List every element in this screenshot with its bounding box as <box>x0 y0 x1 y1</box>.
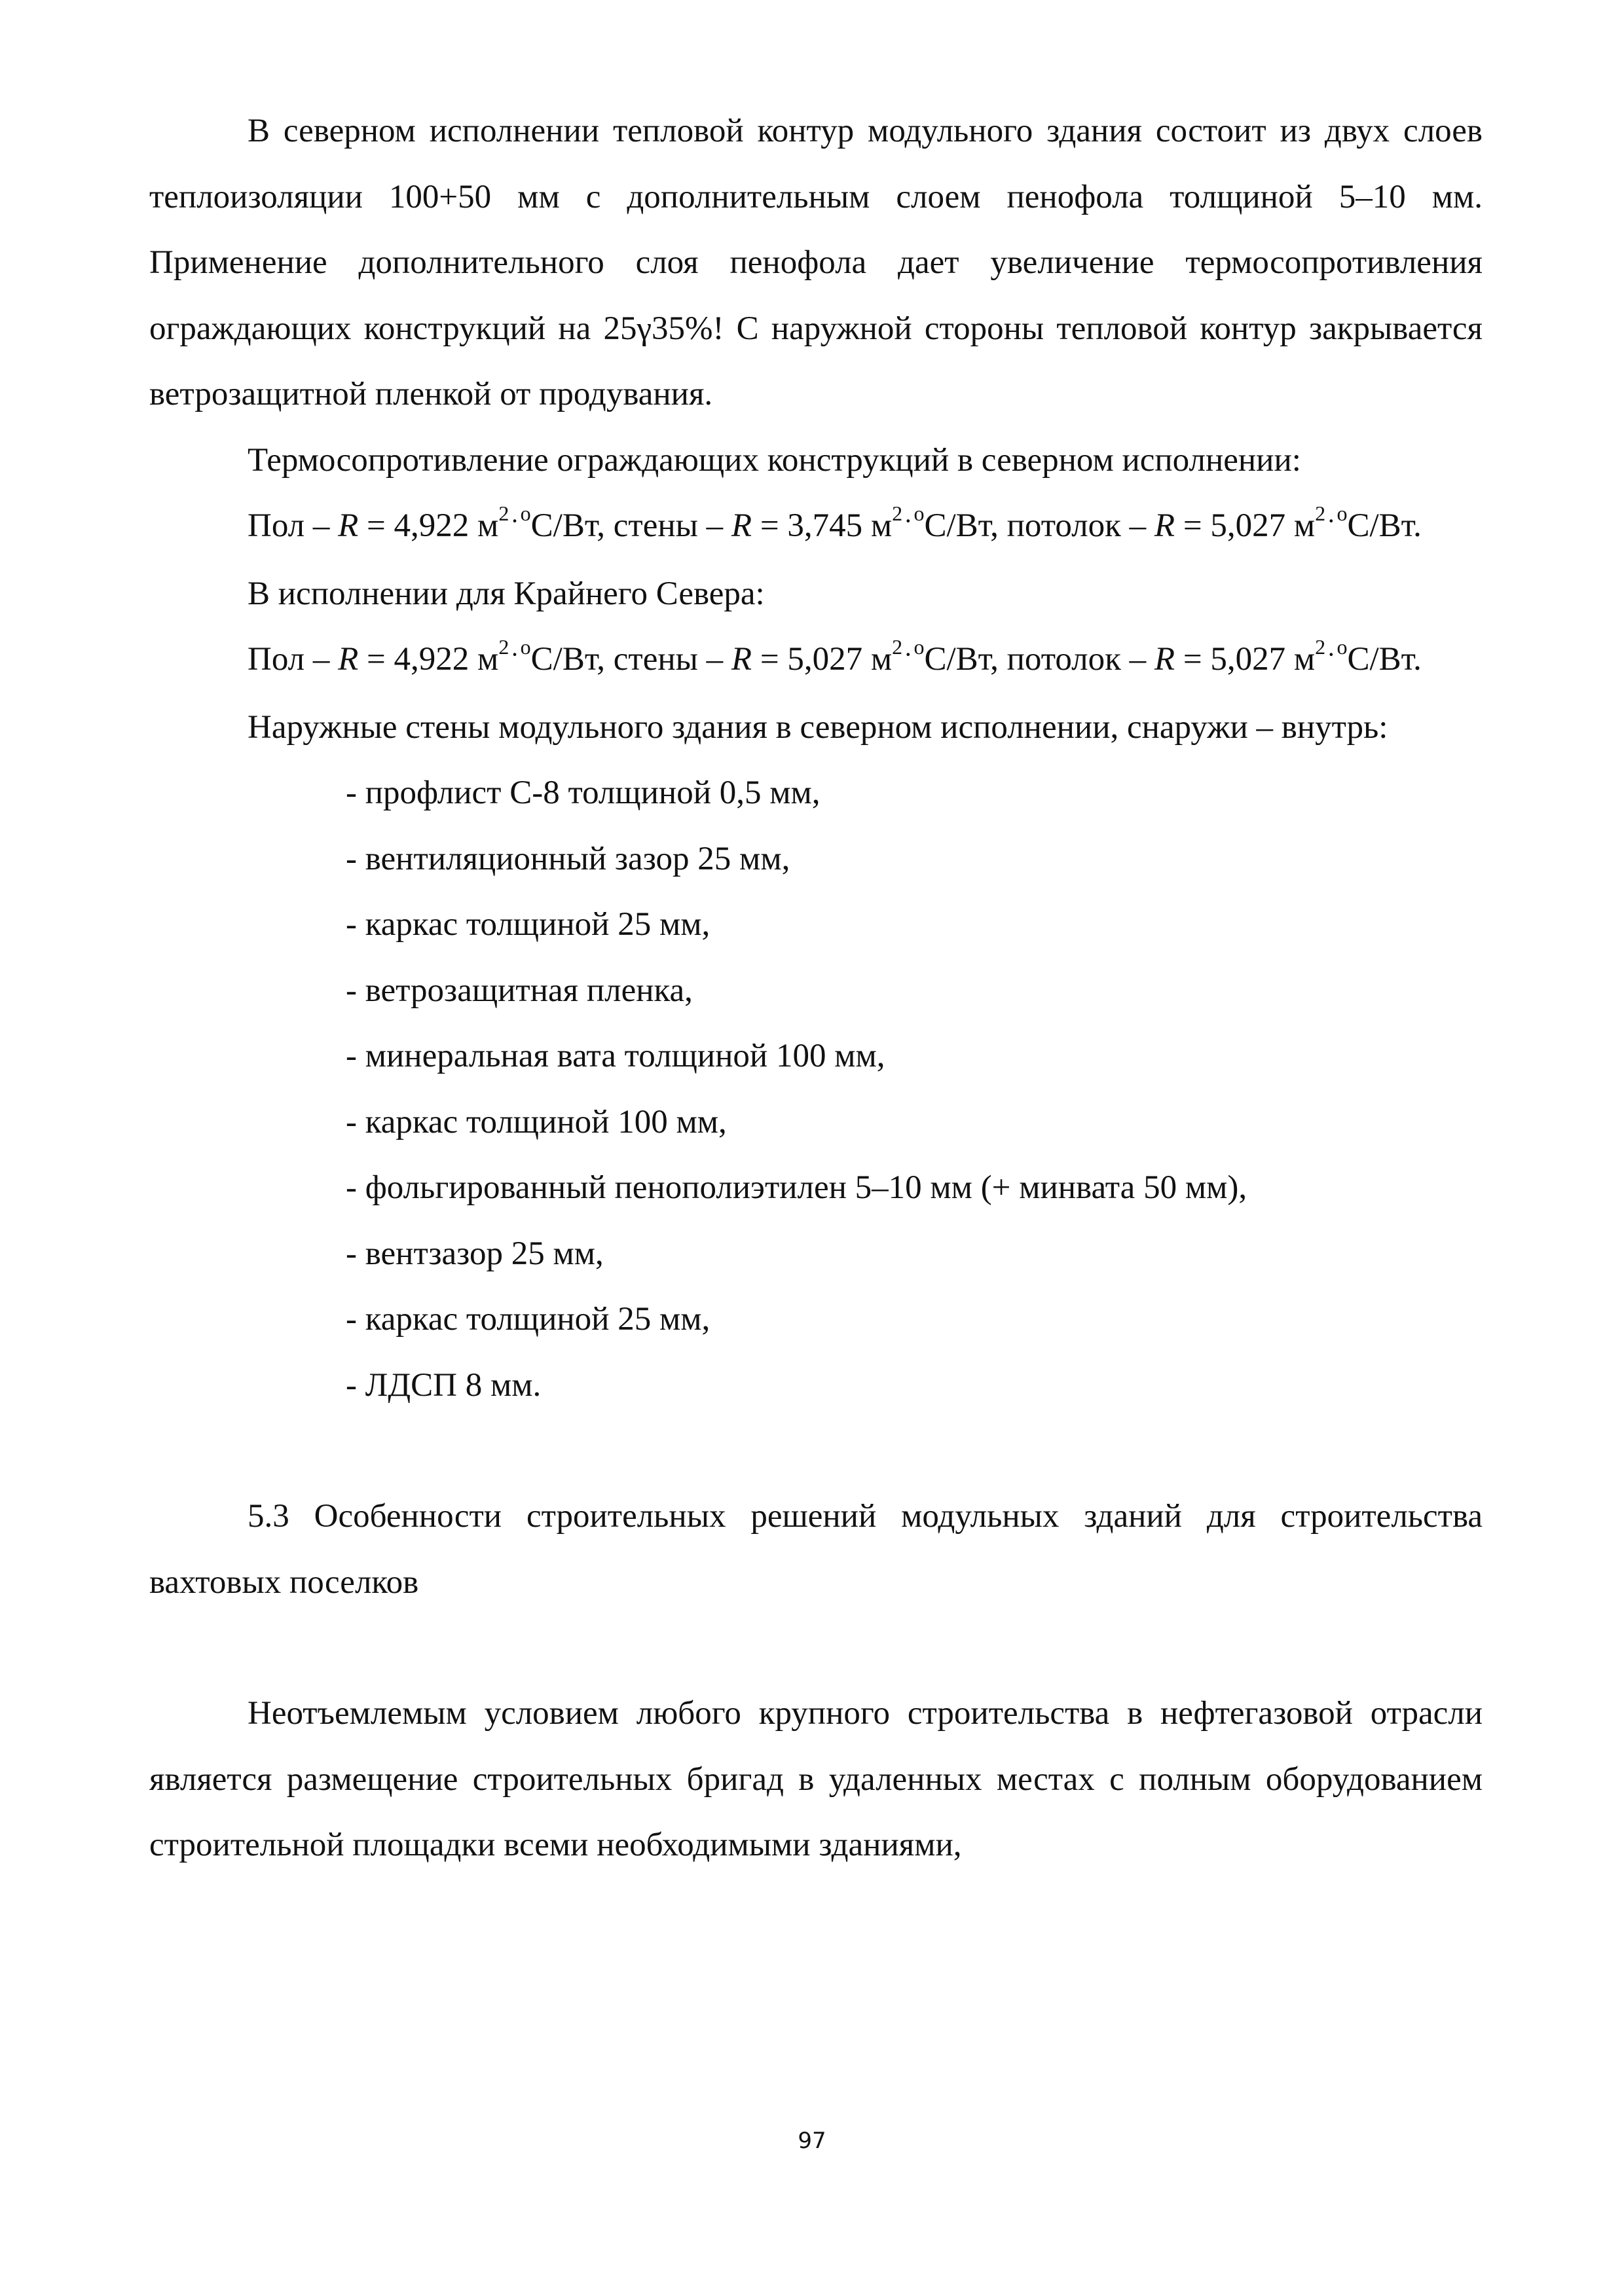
paragraph-thermal-resistance-intro: Термосопротивление ограждающих конструкций в северном исполнении: <box>248 441 1301 479</box>
list-item: - каркас толщиной 100 мм, <box>346 1103 727 1140</box>
list-item: - вентиляционный зазор 25 мм, <box>346 840 790 877</box>
paragraph-far-north-intro: В исполнении для Крайнего Севера: <box>248 575 765 612</box>
list-item: - вентзазор 25 мм, <box>346 1235 604 1272</box>
paragraph-thermal-contour: В северном исполнении тепловой контур модульного здания состоит из двух слоев теплоизоляции 100+50 мм с дополнительным слоем пенофола толщиной 5–10 мм. Применение дополнительного слоя пенофола дает увеличение термосопротивления ограждающих конструкций на 25γ35%! С наружной стороны тепловой контур закрывается ветрозащитной пленкой от продувания. <box>149 113 1483 412</box>
list-item: - ветрозащитная пленка, <box>346 972 693 1009</box>
list-item: - каркас толщиной 25 мм, <box>346 906 710 943</box>
list-item: - профлист С-8 толщиной 0,5 мм, <box>346 774 821 811</box>
section-heading: 5.3 Особенности строительных решений модульных зданий для строительства вахтовых поселков <box>149 1498 1483 1601</box>
resistance-values-north: Пол – R = 4,922 $м^2\cdot^оС/Вт$, стены – R = 3,745 $м^2\cdot^оС/Вт$, потолок – R = 5,027 $м^2\cdot^оС/Вт$. <box>248 501 1422 544</box>
list-item: - ЛДСП 8 мм. <box>346 1366 542 1404</box>
list-item: - каркас толщиной 25 мм, <box>346 1301 710 1338</box>
resistance-values-far-north: Пол – R = 4,922 $м^2\cdot^оС/Вт$, стены – R = 5,027 $м^2\cdot^оС/Вт$, потолок – R = 5,027 $м^2\cdot^оС/Вт$. <box>248 635 1422 678</box>
page-body <box>149 98 1483 1878</box>
paragraph-oil-gas-construction: Неотъемлемым условием любого крупного строительства в нефтегазовой отрасли является размещение строительных бригад в удаленных местах с полным оборудованием строительной площадки всеми необходимыми зданиями, <box>149 1695 1483 1863</box>
list-item: - минеральная вата толщиной 100 мм, <box>346 1038 885 1074</box>
list-item: - фольгированный пенополиэтилен 5–10 мм (+ минвата 50 мм), <box>346 1169 1247 1206</box>
wall-layers-list <box>149 760 1483 1418</box>
page-number: 97 <box>798 2128 826 2154</box>
paragraph-outer-walls-intro: Наружные стены модульного здания в северном исполнении, снаружи – внутрь: <box>248 708 1388 746</box>
